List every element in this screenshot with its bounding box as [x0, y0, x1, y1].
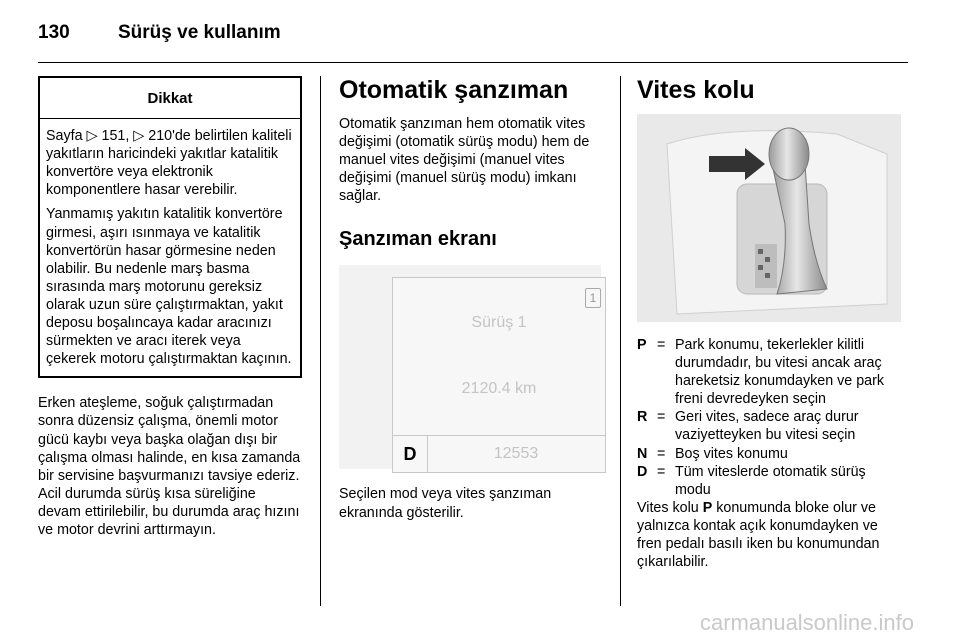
legend-eq: =: [657, 463, 666, 480]
note-text: konumunda bloke olur ve yalnızca kontak açık konumdayken ve fren pedalı basılı iken bu konumundan çıkarılabilir.: [637, 499, 880, 571]
legend-key: N: [637, 445, 648, 462]
left-column: [38, 76, 302, 539]
subsection-heading: Şanzıman ekranı: [339, 228, 497, 251]
warning-box: [38, 76, 302, 378]
legend-text: Tüm viteslerde otomatik sürüş modu: [675, 463, 866, 498]
note-text: Vites kolu: [637, 499, 703, 516]
manual-mode-icon: 1: [585, 288, 601, 308]
gear-legend: [637, 336, 901, 499]
gear-indicator: D: [393, 436, 428, 472]
legend-row: [637, 336, 901, 408]
odometer: 12553: [493, 445, 539, 463]
gear-lever-note: [637, 499, 901, 571]
warning-title: Dikkat: [40, 78, 300, 119]
legend-key: D: [637, 463, 648, 480]
display-caption: Seçilen mod veya vites şanzıman ekranında gösterilir.: [339, 486, 552, 521]
legend-row: [637, 445, 901, 463]
transmission-display: [392, 277, 606, 473]
section-title: Sürüş ve kullanım: [118, 22, 281, 43]
legend-text: Park konumu, tekerlekler kilitli durumdadır, bu vitesi ancak araç hareketsiz konumdayken ve park freni devredeyken seçin: [675, 337, 885, 408]
header-rule: [38, 62, 908, 63]
column-divider-2: [620, 76, 621, 606]
drive-mode-label: Sürüş 1: [471, 314, 527, 332]
transmission-display-figure: [339, 265, 601, 469]
legend-text: Boş vites konumu: [675, 445, 788, 462]
section-heading: Vites kolu: [637, 76, 755, 104]
intro-text: Otomatik şanzıman hem otomatik vites değişimi (otomatik sürüş modu) hem de manuel vites değişimi (manuel vites değişimi (manuel sürüş modu) imkanı sağlar.: [339, 116, 590, 205]
right-column: [637, 76, 901, 571]
legend-key: R: [637, 409, 648, 426]
watermark: carmanualsonline.info: [699, 610, 914, 635]
legend-key: P: [637, 337, 647, 353]
legend-eq: =: [657, 409, 666, 426]
legend-eq: =: [657, 337, 666, 353]
display-footer: [393, 435, 605, 472]
note-key: P: [702, 499, 713, 516]
page-number: 130: [38, 22, 70, 43]
middle-column: [339, 76, 605, 522]
legend-row: [637, 408, 901, 444]
warning-body: [40, 119, 300, 376]
trip-distance: 2120.4 km: [461, 380, 537, 398]
legend-row: [637, 463, 901, 499]
legend-text: Geri vites, sadece araç durur vaziyetteyken bu vitesi seçin: [675, 409, 859, 444]
column-divider-1: [320, 76, 321, 606]
gear-lever-illustration: [637, 114, 901, 322]
legend-eq: =: [657, 445, 666, 462]
page-header: [38, 22, 281, 44]
warning-paragraph: Sayfa ▷ 151, ▷ 210'de belirtilen kaliteli yakıtların haricindeki yakıtlar katalitik konvertöre veya elektronik komponentlere hasar verebilir.: [46, 128, 292, 199]
warning-paragraph: Yanmamış yakıtın katalitik konvertöre girmesi, aşırı ısınmaya ve katalitik konvertörün hasar görmesine neden olabilir. Bu nedenle marş basma sırasında marş motorunu gereksiz olarak uzun süre çalıştırmaktan, yakıt deposu boşalıncaya kadar aracınızı sürmekten ve aracı iterek veya çekerek motoru çalıştırmaktan kaçının.: [46, 206, 292, 368]
gear-lever-icon: [637, 114, 901, 322]
section-heading: Otomatik şanzıman: [339, 76, 569, 104]
body-text: Erken ateşleme, soğuk çalıştırmadan sonra düzensiz çalışma, önemli motor gücü kaybı veya başka olağan dışı bir çalışma olması halinde, en kısa zamanda bir servisine başvurmanızı tavsiye ederiz. Acil durumda sürüş kısa süreliğine devam ettirilebilir, bu durumda araç hızını ve motor devrini arttırmayın.: [38, 395, 301, 538]
